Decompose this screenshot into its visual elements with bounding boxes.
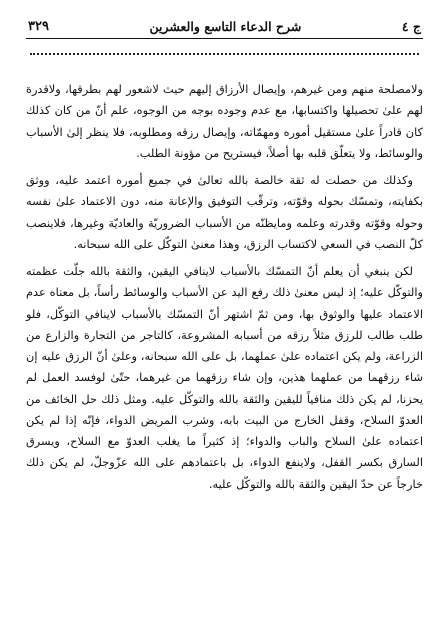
paragraph-1: ولامصلحة منهم ومن غيرهم، وإيصال الأرزاق إليهم حيث لاشعور لهم بطرقها، ولاقدرة لهم علىٰ تحصيلها واكتسابها، مع عدم وجوده بوجه من الوجوه، علم أنّ من كان كذلك كان قادراً علىٰ مستقيل أموره ومهمّاته، وإيصال رزقه ومطلوبه، فلا ينظر إلىٰ الأسباب والوسائط، ولا يتعلّق قلبه بها أصلاً، فيستريح من مؤونة الطلب. [26,82,423,160]
page-number: ٣٢٩ [28,19,49,34]
running-title: شرح الدعاء التاسع والعشرين [149,19,302,34]
paragraph-2: وكذلك من حصلت له ثقة خالصة بالله تعالىٰ في جميع أموره اعتمد عليه، ووثق بكفايته، وتمسّك بحوله وقوّته، وترقّب التوفيق والإعانة منه، دون الاعتماد علىٰ نفسه وحوله وقوّته وقدرته وعلمه ومايظنّه من الأسباب الضروريّة والعاديّة وغيرها، فلاينصب كلّ النصب في السعي لاكتساب الرزق، وهذا معنىٰ التوكّل على الله سبحانه. [26,173,423,251]
chapter-label: ج ٤ [401,19,421,34]
body-text [26,79,423,495]
page-header [26,16,423,39]
paragraph-3: لكن ينبغي أن يعلم أنّ التمسّك بالأسباب لاينافي اليقين، والثقة بالله جلّت عظمته والتوكّل عليه؛ إذ ليس معنىٰ ذلك رفع اليد عن الأسباب والوسائط رأساً، بل معناه عدم الاعتماد عليها والوثوق بها، ومن ثمّ اشتهر أنّ التمسّك بالأسباب لاينافي التوكّل، فلو طلب طالب للرزق مثلاً رزقه من أسبابه المشروعة، كالتاجر من التجارة والزارع من الزراعة، ولم يكن اعتماده علىٰ عملهما، بل على الله سبحانه، وعلىٰ أنّ الرزق عليه إن شاء رزقهما من عملهما هذين، وإن شاء رزقهما من غيرهما، حتّىٰ لوفسد العمل لم يحزنا، لم يكن ذلك منافياً لليقين والثقة بالله والتوكّل عليه. ومثل ذلك حل الخائف من العدوّ السلاح، وقفل الخارج من البيت بابه، وشرب المريض الدواء، فإنّه إذا لم يكن اعتماده علىٰ السلاح والباب والدواء؛ إذ كثيراً ما يغلب العدوّ مع السلاح، ويسرق السارق بكسر القفل، ولاينفع الدواء، بل باعتمادهم على الله عزّوجلّ، لم يكن ذلك خارجاً عن حدّ اليقين والثقة بالله والتوكّل عليه. [26,264,423,491]
dotted-separator [30,53,419,55]
